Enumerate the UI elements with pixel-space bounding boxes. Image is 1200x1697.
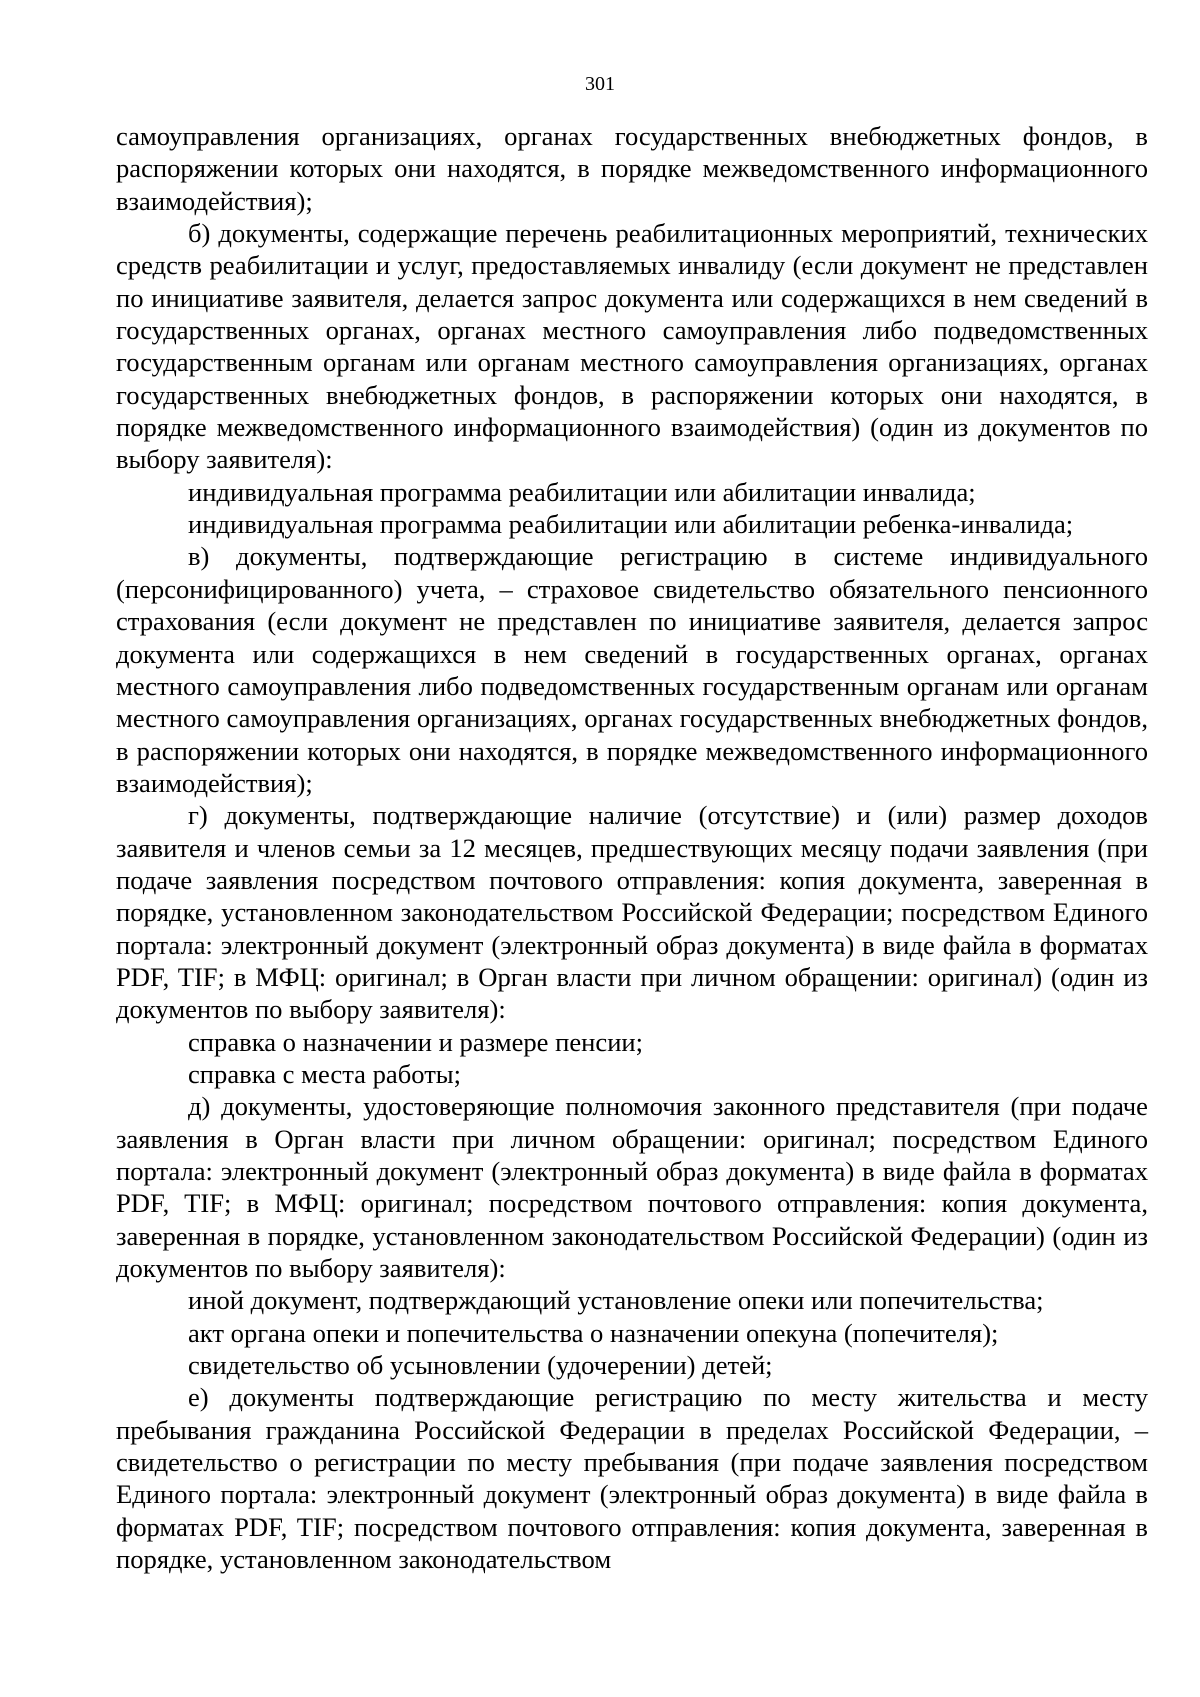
paragraph-item-v: в) документы, подтверждающие регистрацию в системе индивидуального (персонифицированного) учета, – страховое свидетельство обязательного пенсионного страхования (если документ не представлен по инициативе заявителя, делается запрос документа или содержащихся в нем сведений в государственных органах, органах местного самоуправления либо подведомственных государственным органам или органам местного самоуправления организациях, органах государственных внебюджетных фондов, в распоряжении которых они находятся, в порядке межведомственного информационного взаимодействия); bbox=[116, 541, 1148, 798]
paragraph-subitem: иной документ, подтверждающий установление опеки или попечительства; bbox=[188, 1285, 1044, 1316]
paragraph-subitem: индивидуальная программа реабилитации или абилитации ребенка-инвалида; bbox=[188, 509, 1074, 540]
document-body bbox=[116, 120, 1148, 1575]
paragraph-item-d: д) документы, удостоверяющие полномочия законного представителя (при подаче заявления в Орган власти при личном обращении: оригинал; посредством Единого портала: электронный документ (электронный образ документа) в виде файла в форматах PDF, TIF; в МФЦ: оригинал; посредством почтового отправления: копия документа, заверенная в порядке, установленном законодательством Российской Федерации) (один из документов по выбору заявителя): bbox=[116, 1091, 1148, 1284]
paragraph-subitem: акт органа опеки и попечительства о назначении опекуна (попечителя); bbox=[188, 1317, 999, 1348]
paragraph-item-e: е) документы подтверждающие регистрацию по месту жительства и месту пребывания гражданина Российской Федерации в пределах Российской Федерации, – свидетельство о регистрации по месту пребывания (при подаче заявления посредством Единого портала: электронный документ (электронный образ документа) в виде файла в форматах PDF, TIF; посредством почтового отправления: копия документа, заверенная в порядке, установленном законодательством bbox=[116, 1382, 1148, 1575]
paragraph-subitem: индивидуальная программа реабилитации или абилитации инвалида; bbox=[188, 476, 976, 507]
page-number: 301 bbox=[585, 73, 615, 95]
paragraph-subitem: свидетельство об усыновлении (удочерении) детей; bbox=[188, 1350, 773, 1381]
paragraph-item-g: г) документы, подтверждающие наличие (отсутствие) и (или) размер доходов заявителя и членов семьи за 12 месяцев, предшествующих месяцу подачи заявления (при подаче заявления посредством почтового отправления: копия документа, заверенная в порядке, установленном законодательством Российской Федерации; посредством Единого портала: электронный документ (электронный образ документа) в виде файла в форматах PDF, TIF; в МФЦ: оригинал; в Орган власти при личном обращении: оригинал) (один из документов по выбору заявителя): bbox=[116, 800, 1148, 1025]
paragraph-subitem: справка о назначении и размере пенсии; bbox=[188, 1026, 644, 1057]
paragraph-item-b: б) документы, содержащие перечень реабилитационных мероприятий, технических средств реабилитации и услуг, предоставляемых инвалиду (если документ не представлен по инициативе заявителя, делается запрос документа или содержащихся в нем сведений в государственных органах, органах местного самоуправления либо подведомственных государственным органам или органам местного самоуправления организациях, органах государственных внебюджетных фондов, в распоряжении которых они находятся, в порядке межведомственного информационного взаимодействия) (один из документов по выбору заявителя): bbox=[116, 218, 1148, 475]
paragraph-subitem: справка с места работы; bbox=[188, 1058, 462, 1089]
paragraph-continuation: самоуправления организациях, органах государственных внебюджетных фондов, в распоряжении которых они находятся, в порядке межведомственного информационного взаимодействия); bbox=[116, 121, 1148, 216]
